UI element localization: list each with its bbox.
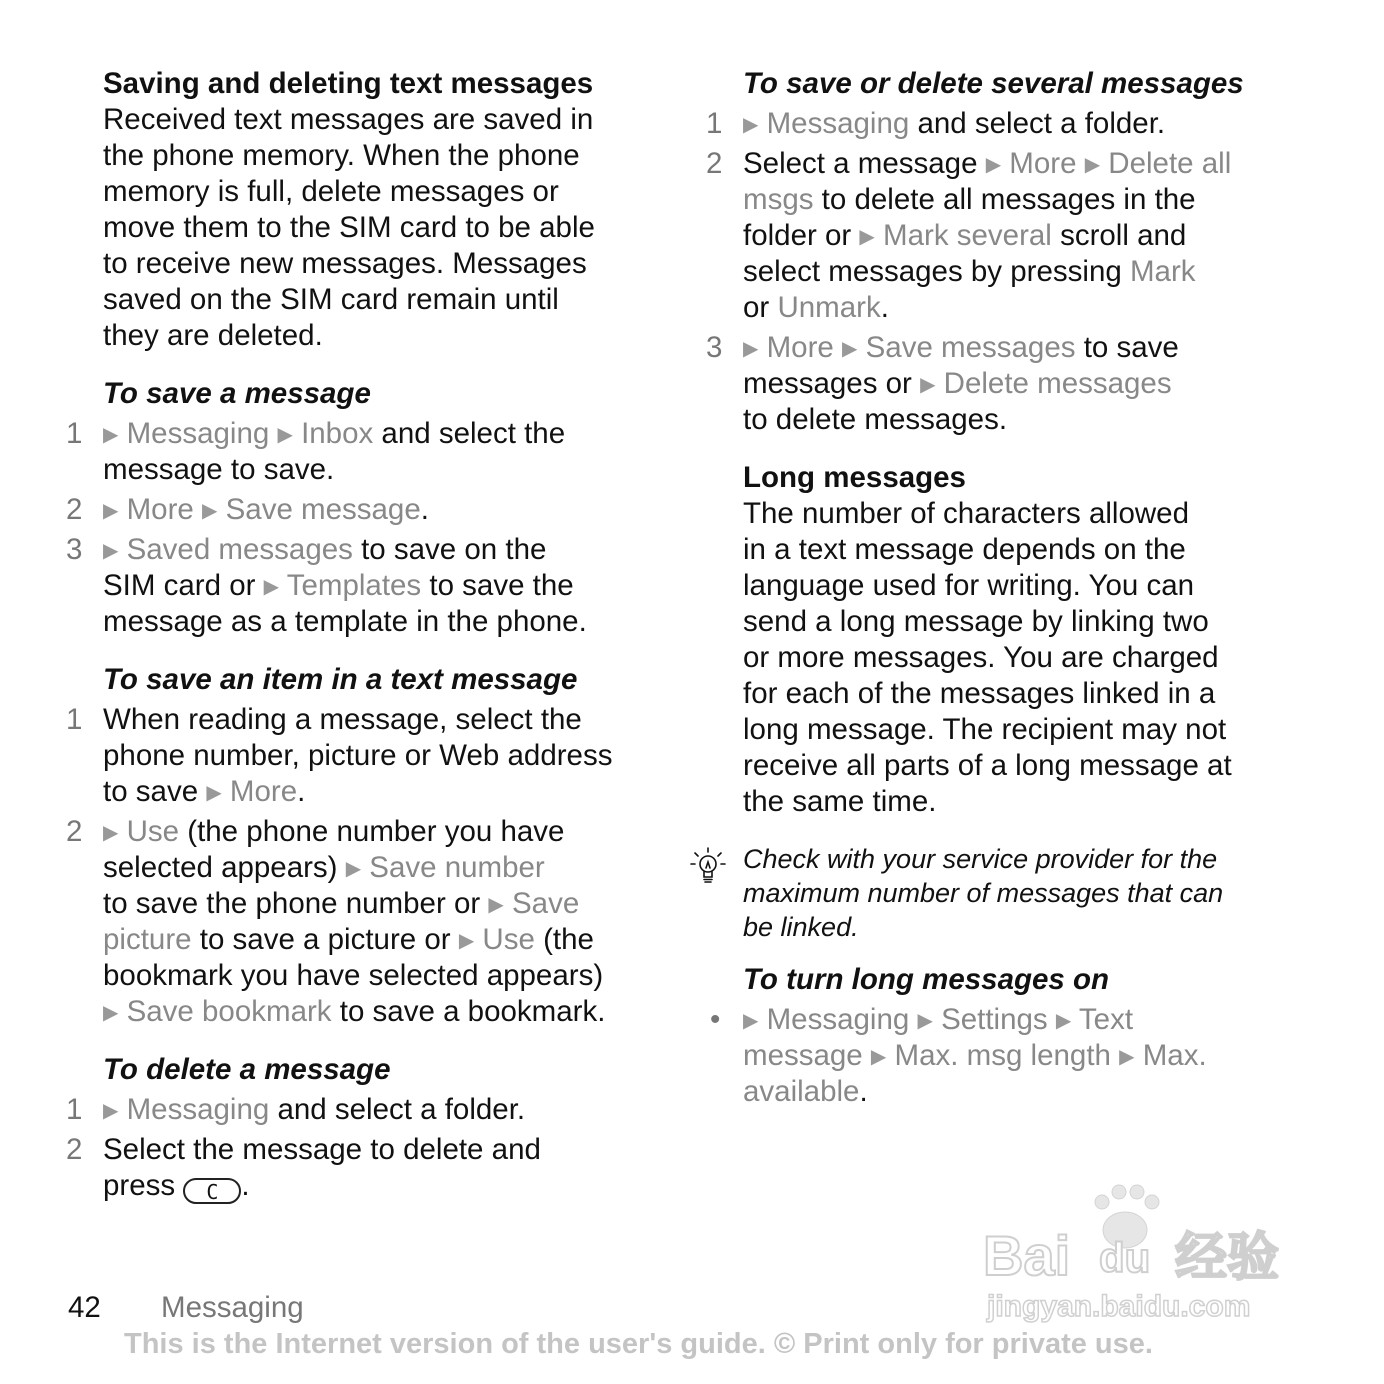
menu-item-use: Use [482, 923, 535, 956]
step-item [66, 1092, 666, 1128]
text-line [743, 290, 1306, 326]
menu-item-max-available: Max. [1142, 1039, 1207, 1072]
arrow-icon: ▶ [859, 226, 875, 248]
arrow-icon: ▶ [458, 930, 475, 952]
step-text: messages or [743, 367, 921, 400]
arrow-icon: ▶ [103, 1100, 119, 1122]
step-text: and select the [373, 417, 566, 450]
step-text: scroll and [1051, 219, 1187, 252]
text-line [743, 182, 1306, 218]
section-heading: Long messages [743, 461, 966, 494]
arrow-icon: ▶ [103, 540, 119, 562]
step-text: SIM card or [103, 569, 264, 602]
tip-note [706, 842, 1306, 944]
text-line: the same time. [743, 785, 937, 818]
section-heading: To save a message [103, 377, 371, 410]
text-line: long message. The recipient may not [743, 713, 1227, 746]
step-text: (the [534, 923, 594, 956]
arrow-icon: ▶ [103, 1002, 119, 1024]
text-line [743, 366, 1306, 402]
step-number: 2 [66, 815, 83, 848]
step-text: . [297, 775, 306, 808]
menu-item-save-number: Save number [369, 851, 545, 884]
step-text: and select a folder. [269, 1093, 526, 1126]
arrow-icon: ▶ [103, 822, 119, 844]
step-number: 1 [706, 107, 723, 140]
arrow-icon: ▶ [985, 154, 1002, 176]
arrow-icon: ▶ [263, 576, 280, 598]
text-line [103, 568, 666, 604]
paragraph [706, 496, 1306, 820]
step-text: to save [103, 775, 207, 808]
arrow-icon: ▶ [1119, 1046, 1135, 1068]
step-text: to save a bookmark. [331, 995, 606, 1028]
menu-item-messaging: Messaging [126, 417, 270, 450]
step-text: to save a picture or [191, 923, 459, 956]
step-number: 3 [66, 533, 83, 566]
step-text: or [743, 291, 778, 324]
text-line: bookmark you have selected appears) [103, 959, 604, 992]
tip-line: Check with your service provider for the [743, 844, 1218, 874]
text-line: for each of the messages linked in a [743, 677, 1216, 710]
text-line [743, 330, 1306, 366]
arrow-icon: ▶ [103, 424, 119, 446]
arrow-icon: ▶ [920, 374, 936, 396]
text-line: they are deleted. [103, 319, 323, 352]
menu-item-mark-several: Mark several [883, 219, 1052, 252]
menu-item-save-picture: Save [511, 887, 580, 920]
arrow-icon: ▶ [1084, 154, 1101, 176]
text-line: the phone memory. When the phone [103, 139, 580, 172]
arrow-icon: ▶ [842, 338, 858, 360]
menu-item-inbox: Inbox [301, 417, 374, 450]
step-item [66, 492, 666, 528]
step-number: 1 [66, 1093, 83, 1126]
text-line: The number of characters allowed [743, 497, 1190, 530]
step-number: 3 [706, 331, 723, 364]
menu-item-save-bookmark: Save bookmark [126, 995, 332, 1028]
paragraph [66, 102, 666, 354]
text-line [743, 106, 1306, 142]
text-line: language used for writing. You can [743, 569, 1195, 602]
softkey-mark: Mark [1129, 255, 1196, 288]
menu-item-max-msg-length: Max. msg length [894, 1039, 1111, 1072]
text-line [743, 218, 1306, 254]
step-text: . [420, 493, 429, 526]
text-line: Received text messages are saved in [103, 103, 594, 136]
arrow-icon: ▶ [1055, 1010, 1072, 1032]
text-line [103, 416, 666, 452]
arrow-icon: ▶ [870, 1046, 887, 1068]
menu-item-use: Use [126, 815, 180, 848]
menu-item-saved-messages: Saved messages [126, 533, 353, 566]
step-item [66, 814, 666, 1030]
baidu-watermark-logo [975, 1180, 1305, 1325]
section-heading: To delete a message [103, 1053, 391, 1086]
step-text: to save on the [352, 533, 547, 566]
text-line [103, 532, 666, 568]
step-text: selected appears) [103, 851, 346, 884]
text-line [103, 492, 666, 528]
text-line: move them to the SIM card to be able [103, 211, 595, 244]
menu-item-max-available: available [743, 1075, 860, 1108]
step-item [66, 416, 666, 488]
arrow-icon: ▶ [206, 782, 222, 804]
watermark-url: jingyan.baidu.com [987, 1290, 1251, 1323]
step-text: (the phone number you have [179, 815, 565, 848]
menu-item-text-message: message [743, 1039, 863, 1072]
step-text: folder or [743, 219, 860, 252]
menu-item-messaging: Messaging [766, 1003, 910, 1036]
menu-item-save-picture: picture [103, 923, 192, 956]
step-text: Select a message [743, 147, 986, 180]
step-number: 2 [66, 1133, 83, 1166]
step-item [706, 106, 1306, 142]
bullet-icon: • [710, 1003, 721, 1036]
footer-disclaimer: This is the Internet version of the user's guide. © Print only for private use. [124, 1328, 1153, 1360]
arrow-icon: ▶ [743, 1010, 759, 1032]
section-heading: To save an item in a text message [103, 663, 578, 696]
step-text: . [859, 1075, 868, 1108]
text-line: message as a template in the phone. [103, 605, 587, 638]
arrow-icon: ▶ [202, 500, 218, 522]
arrow-icon: ▶ [743, 114, 759, 136]
page-number: 42 [68, 1291, 101, 1324]
section-delete-message [66, 1052, 666, 1204]
text-line [103, 850, 666, 886]
step-number: 1 [66, 417, 83, 450]
menu-item-delete-all: msgs [743, 183, 814, 216]
softkey-unmark: Unmark [777, 291, 881, 324]
clear-key-icon: C [183, 1178, 241, 1204]
text-line [103, 1092, 666, 1128]
text-line [103, 886, 666, 922]
text-line [743, 1074, 1306, 1110]
step-text: . [880, 291, 889, 324]
text-line: phone number, picture or Web address [103, 739, 613, 772]
section-long-messages [706, 460, 1306, 820]
step-text: to save [1075, 331, 1179, 364]
section-heading: To save or delete several messages [743, 67, 1244, 100]
arrow-icon: ▶ [917, 1010, 933, 1032]
step-text: to delete all messages in the [813, 183, 1196, 216]
watermark-brand: Bai [983, 1224, 1071, 1287]
menu-item-delete-messages: Delete messages [943, 367, 1172, 400]
step-item [66, 1132, 666, 1204]
lightbulb-icon [686, 844, 730, 888]
arrow-icon: ▶ [277, 424, 293, 446]
menu-item-more: More [1009, 147, 1077, 180]
section-heading: To turn long messages on [743, 963, 1110, 996]
step-text: and select a folder. [909, 107, 1166, 140]
text-line [103, 814, 666, 850]
right-column [706, 66, 1306, 1132]
arrow-icon: ▶ [488, 894, 504, 916]
text-line: receive all parts of a long message at [743, 749, 1232, 782]
watermark-brand-cn: 经验 [1175, 1228, 1280, 1288]
tip-line: be linked. [743, 912, 859, 942]
step-text: to save the [421, 569, 574, 602]
menu-item-more: More [126, 493, 194, 526]
text-line [103, 774, 666, 810]
menu-item-templates: Templates [286, 569, 422, 602]
text-line [103, 922, 666, 958]
section-saving-deleting [66, 66, 666, 354]
step-text: press [103, 1169, 184, 1202]
left-column [66, 66, 666, 1226]
arrow-icon: ▶ [743, 338, 759, 360]
menu-item-more: More [229, 775, 298, 808]
text-line: in a text message depends on the [743, 533, 1186, 566]
text-line: message to save. [103, 453, 335, 486]
step-text: to save the phone number or [103, 887, 489, 920]
menu-item-save-messages: Save messages [865, 331, 1076, 364]
menu-item-delete-all: Delete all [1108, 147, 1232, 180]
tip-line: maximum number of messages that can [743, 878, 1224, 908]
section-save-item [66, 662, 666, 1030]
text-line [103, 994, 666, 1030]
step-number: 1 [66, 703, 83, 736]
text-line: or more messages. You are charged [743, 641, 1219, 674]
menu-item-text-message: Text [1078, 1003, 1134, 1036]
step-item [706, 146, 1306, 326]
step-text: select messages by pressing [743, 255, 1130, 288]
section-save-message [66, 376, 666, 640]
text-line [103, 1168, 666, 1204]
section-save-delete-several [706, 66, 1306, 438]
watermark-brand-du: du [1099, 1234, 1151, 1281]
section-turn-long-messages-on [706, 962, 1306, 1110]
step-item [706, 330, 1306, 438]
step-item [66, 532, 666, 640]
text-line: send a long message by linking two [743, 605, 1209, 638]
text-line: When reading a message, select the [103, 703, 582, 736]
text-line: to delete messages. [743, 403, 1008, 436]
text-line: saved on the SIM card remain until [103, 283, 559, 316]
text-line [743, 1002, 1306, 1038]
step-text: . [241, 1169, 250, 1202]
menu-item-settings: Settings [941, 1003, 1048, 1036]
menu-item-more: More [766, 331, 834, 364]
text-line: Select the message to delete and [103, 1133, 541, 1166]
menu-item-messaging: Messaging [766, 107, 910, 140]
text-line: to receive new messages. Messages [103, 247, 587, 280]
text-line [743, 146, 1306, 182]
footer-section-name: Messaging [161, 1291, 304, 1324]
step-item [66, 702, 666, 810]
text-line [743, 1038, 1306, 1074]
arrow-icon: ▶ [345, 858, 362, 880]
section-heading: Saving and deleting text messages [103, 67, 594, 100]
text-line [743, 254, 1306, 290]
arrow-icon: ▶ [103, 500, 119, 522]
step-number: 2 [66, 493, 83, 526]
bullet-item [706, 1002, 1306, 1110]
text-line: memory is full, delete messages or [103, 175, 559, 208]
step-number: 2 [706, 147, 723, 180]
menu-item-messaging: Messaging [126, 1093, 270, 1126]
menu-item-save-message: Save message [225, 493, 421, 526]
